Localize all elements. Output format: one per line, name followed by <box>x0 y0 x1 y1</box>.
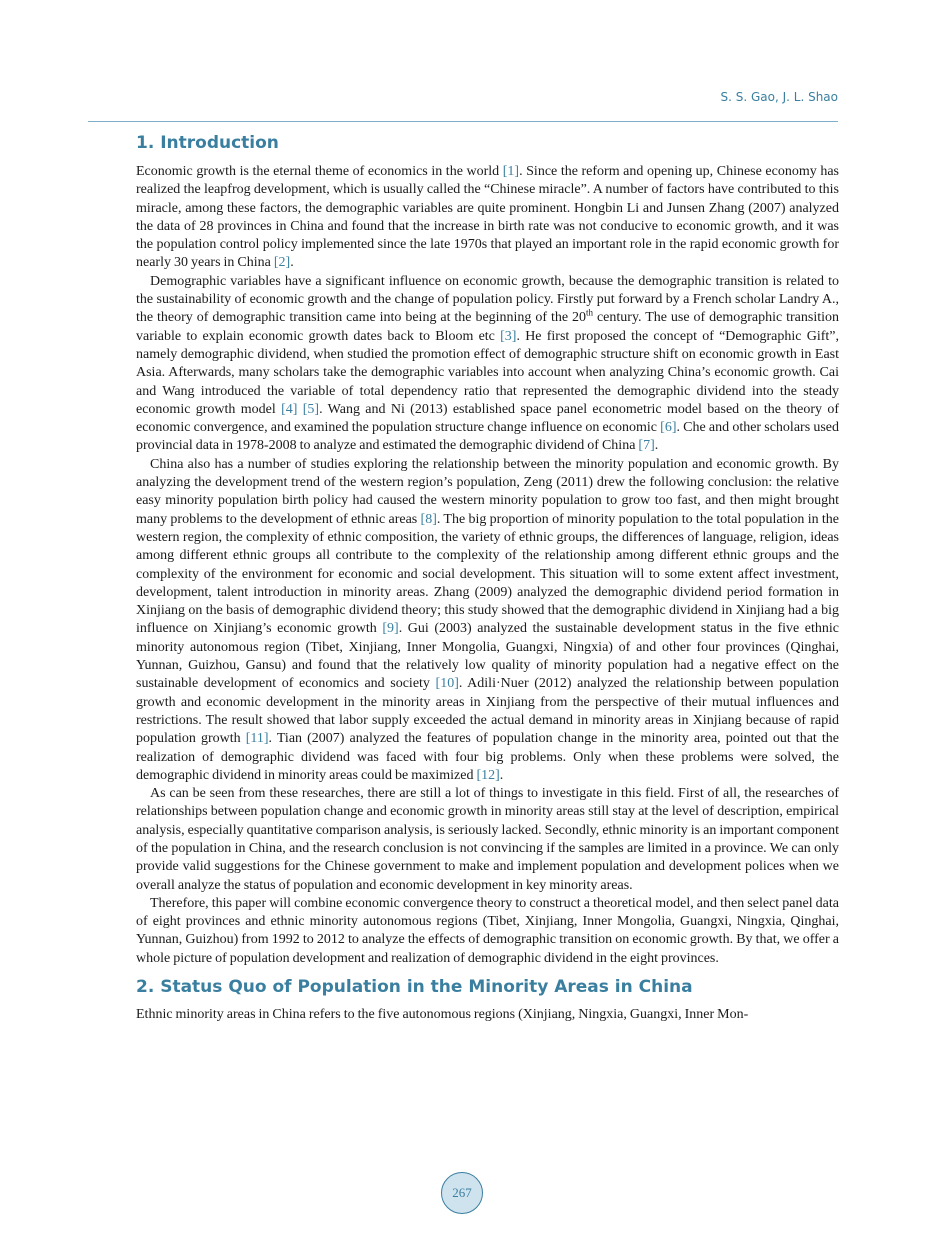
citation-link[interactable]: [7] <box>638 438 655 454</box>
citation-link[interactable]: [9] <box>382 621 399 637</box>
citation-link[interactable]: [1] <box>502 164 520 179</box>
citation-link[interactable]: [8] <box>420 511 437 527</box>
running-header-authors: S. S. Gao, J. L. Shao <box>720 90 838 104</box>
paragraph-5: Therefore, this paper will combine economic convergence theory to construct a theoretical model, and then select panel data of eight provinces and ethnic minority autonomous regions (Tibet, Xinjiang, Inner Mongolia, Guangxi, Ningxia, Qinghai, Yunnan, Guizhou) from 1992 to 2012 to analyze the effects of demographic transition on economic growth. By that, we offer a whole picture of population development and realization of demographic dividend in the eight provinces. <box>136 895 839 966</box>
citation-link[interactable]: [11] <box>245 731 269 747</box>
citation-link[interactable]: [2] <box>273 255 291 271</box>
article-body <box>136 130 839 1024</box>
paragraph-6: Ethnic minority areas in China refers to the five autonomous regions (Xinjiang, Ningxia, Guangxi, Inner Mon- <box>136 1007 749 1023</box>
page-number-badge <box>441 1172 483 1214</box>
paragraph-3: China also has a number of studies exploring the relationship between the minority population and economic growth. By analyzing the development trend of the western region’s population, Zeng (2011) drew the following conclusion: the relative easy minority population birth policy had caused the western minority population to grow too fast, and then might brought many problems to the development of ethnic areas [8]. The big proportion of minority population to the total population in the western region, the complexity of ethnic composition, the variety of ethnic groups, the differences of language, religion, ideas among different ethnic groups all contribute to the complexity of the relationship among different ethnic groups and the complexity of the environment for economic and social development. This situation will to some extent affect investment, development, talent introduction in minority areas. Zhang (2009) analyzed the demographic dividend period formation in Xinjiang on the basis of demographic dividend theory; this study showed that the demographic dividend in Xinjiang had a big influence on Xinjiang’s economic growth [9]. Gui (2003) analyzed the sustainable development status in the five ethnic minority autonomous region (Tibet, Xinjiang, Inner Mongolia, Guangxi, Ningxia) of and other four provinces (Qinghai, Yunnan, Guizhou, Gansu) and found that the relatively low quality of minority population had a negative effect on the sustainable development of economics and society [10]. Adili·Nuer (2012) analyzed the relationship between population growth and economic development in the minority areas in Xinjiang from the perspective of their mutual influences and restrictions. The result showed that labor supply exceeded the actual demand in minority areas in Xinjiang because of rapid population growth [11]. Tian (2007) analyzed the features of population change in the minority area, pointed out that the realization of demographic dividend was faced with four big problems. Only when these problems were solved, the demographic dividend in minority areas could be maximized [12]. <box>136 456 840 783</box>
citation-link[interactable]: [5] <box>302 401 320 417</box>
page-number: 267 <box>452 1185 472 1200</box>
citation-link[interactable]: [12] <box>476 767 500 783</box>
citation-link[interactable]: [4] <box>281 401 298 417</box>
section-heading-introduction: 1. Introduction <box>136 133 279 153</box>
citation-link[interactable]: [3] <box>500 328 517 344</box>
paragraph-2: Demographic variables have a significant influence on economic growth, because the demographic transition is related to the sustainability of economic growth and the change of population policy. Firstly put forward by a French scholar Landry A., the theory of demographic transition came into being at the beginning of the 20th century. The use of demographic transition variable to explain economic growth dates back to Bloom etc [3]. He first proposed the concept of “Demographic Gift”, namely demographic dividend, when studied the promotion effect of demographic structure shift on economic growth in East Asia. Afterwards, many scholars take the demographic variables into account when analyzing China’s economic growth. Cai and Wang introduced the variable of total dependency ratio that represented the demographic dividend into the steady economic growth model [4] [5]. Wang and Ni (2013) established space panel econometric model based on the theory of economic convergence, and examined the population structure change influence on economic [6]. Che and other scholars used provincial data in 1978-2008 to analyze and estimated the demographic dividend of China [7]. <box>136 273 840 454</box>
header-rule <box>88 121 838 122</box>
citation-link[interactable]: [6] <box>660 420 677 436</box>
section-heading-status-quo: 2. Status Quo of Population in the Minority Areas in China <box>136 977 693 998</box>
citation-link[interactable]: [10] <box>435 676 459 692</box>
paragraph-1: Economic growth is the eternal theme of economics in the world [1]. Since the reform and opening up, Chinese economy has realized the leapfrog development, which is usually called the “Chinese miracle”. A number of factors have contributed to this miracle, among these factors, the demographic variables are quite prominent. Hongbin Li and Junsen Zhang (2007) analyzed the data of 28 provinces in China and found that the increase in birth rate was not conducive to economic growth, and it was the population control policy implemented since the late 1970s that played an important role in the rapid economic growth for nearly 30 years in China [2]. <box>136 164 839 271</box>
paragraph-4: As can be seen from these researches, there are still a lot of things to investigate in this field. First of all, the researches of relationships between population change and economic growth in minority areas still stay at the level of description, empirical analysis, especially quantitative comparison analysis, is seriously lacked. Secondly, ethnic minority is an important component of the population in China, and the research conclusion is not convincing if the samples are limited in a province. We can only provide valid suggestions for the Chinese government to make and implement population and development polices when we overall analyze the status of population and economic development in key minority areas. <box>136 786 839 893</box>
superscript: th <box>586 307 594 318</box>
